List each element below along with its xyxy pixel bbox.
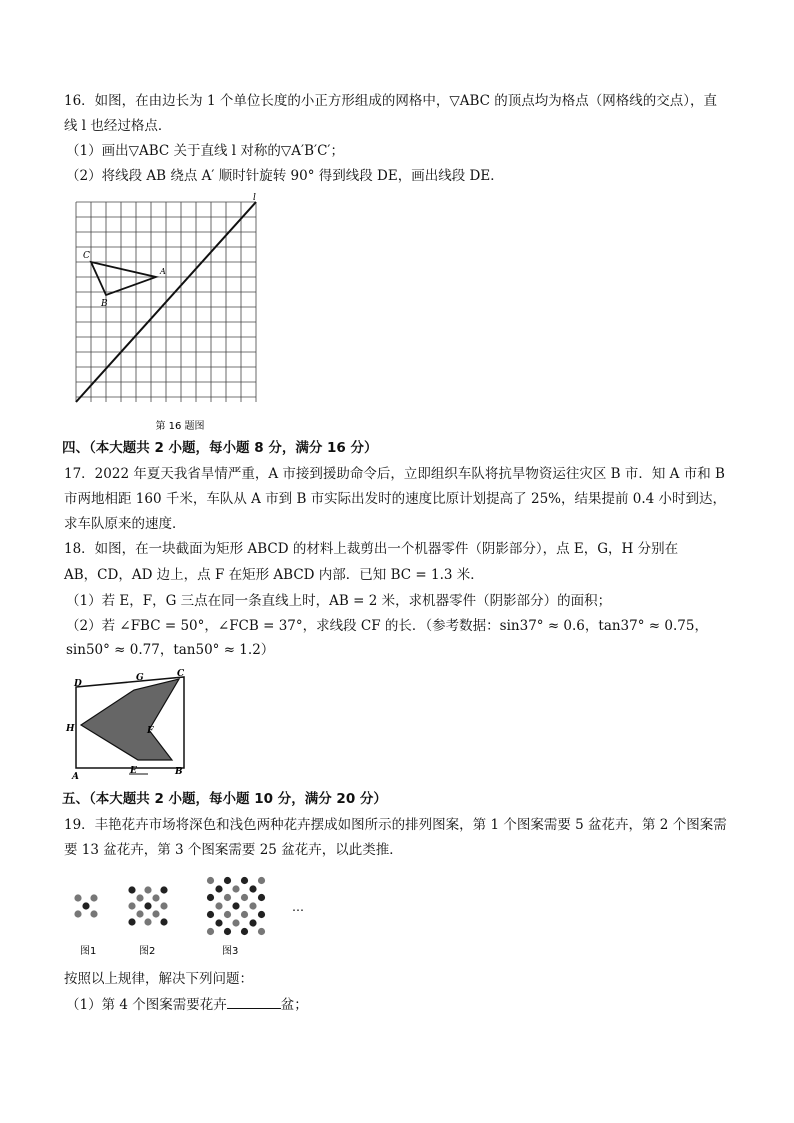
answer-blank[interactable] <box>227 994 281 1009</box>
light-flower-dot <box>215 902 222 909</box>
q19-figure <box>66 864 316 960</box>
q19-part1-suffix: 盆； <box>280 997 308 1013</box>
q16-part2: （2）将线段 AB 绕点 A′ 顺时针旋转 90° 得到线段 DE，画出线段 DE． <box>66 168 504 184</box>
grid-figure-svg <box>70 192 290 432</box>
flower-dots <box>74 877 265 935</box>
q17-line3: 求车队原来的速度． <box>64 516 186 532</box>
shaded-part <box>81 679 179 760</box>
dark-flower-dot <box>249 885 256 892</box>
light-flower-dot <box>241 911 248 918</box>
light-flower-dot <box>249 902 256 909</box>
q19-part1-prefix: （1）第 4 个图案需要花卉 <box>66 997 227 1013</box>
light-flower-dot <box>128 902 135 909</box>
pattern-ellipsis: … <box>292 900 304 914</box>
light-flower-dot <box>207 928 214 935</box>
light-flower-dot <box>144 918 151 925</box>
q16-line1: 16．如图，在由边长为 1 个单位长度的小正方形组成的网格中，▽ABC 的顶点均为格点（网格线的交点），直 <box>64 93 718 109</box>
label-e: E <box>130 766 137 776</box>
light-flower-dot <box>207 877 214 884</box>
dark-flower-dot <box>207 894 214 901</box>
label-f: F <box>147 726 154 736</box>
q19-line2: 要 13 盆花卉，第 3 个图案需要 25 盆花卉，以此类推． <box>64 842 403 858</box>
label-d: D <box>74 679 82 689</box>
light-flower-dot <box>74 910 81 917</box>
caption-fig2: 图2 <box>139 946 156 957</box>
dark-flower-dot <box>144 902 151 909</box>
light-flower-dot <box>224 911 231 918</box>
dark-flower-dot <box>128 918 135 925</box>
q18-line2: AB，CD，AD 边上，点 F 在矩形 ABCD 内部．已知 BC = 1.3 米． <box>64 567 484 583</box>
q16-part1: （1）画出▽ABC 关于直线 l 对称的▽A′B′C′； <box>66 143 344 159</box>
label-b: B <box>101 299 108 309</box>
light-flower-dot <box>241 894 248 901</box>
section4-heading: 四、（本大题共 2 小题，每小题 8 分，满分 16 分） <box>62 440 378 456</box>
dark-flower-dot <box>249 919 256 926</box>
caption-fig1: 图1 <box>80 946 97 957</box>
light-flower-dot <box>258 928 265 935</box>
triangle-abc <box>91 262 156 295</box>
light-flower-dot <box>90 910 97 917</box>
label-g: G <box>136 673 144 683</box>
rectangle-figure-svg <box>62 666 192 780</box>
label-c: C <box>83 251 90 261</box>
q17-line1: 17．2022 年夏天我省旱情严重，A 市接到援助命令后，立即组织车队将抗旱物资运往灾区 B 市．知 A 市和 B <box>64 466 725 482</box>
dark-flower-dot <box>160 918 167 925</box>
q16-line2: 线 l 也经过格点． <box>64 118 172 134</box>
label-l: l <box>253 193 256 203</box>
dark-flower-dot <box>128 886 135 893</box>
dark-flower-dot <box>258 911 265 918</box>
light-flower-dot <box>160 902 167 909</box>
light-flower-dot <box>144 886 151 893</box>
dark-flower-dot <box>207 911 214 918</box>
dark-flower-dot <box>215 885 222 892</box>
q18-part1: （1）若 E，F，G 三点在同一条直线上时，AB = 2 米，求机器零件（阴影部分）的面积； <box>66 593 612 609</box>
q17-line2: 市两地相距 160 千米，车队从 A 市到 B 市实际出发时的速度比原计划提高了 25%，结果提前 0.4 小时到达， <box>64 491 727 507</box>
dark-flower-dot <box>232 902 239 909</box>
dark-flower-dot <box>215 919 222 926</box>
light-flower-dot <box>74 894 81 901</box>
light-flower-dot <box>136 894 143 901</box>
dark-flower-dot <box>241 928 248 935</box>
light-flower-dot <box>232 885 239 892</box>
dark-flower-dot <box>224 928 231 935</box>
light-flower-dot <box>258 877 265 884</box>
light-flower-dot <box>224 894 231 901</box>
q18-part2b: sin50° ≈ 0.77，tan50° ≈ 1.2） <box>66 642 275 658</box>
light-flower-dot <box>232 919 239 926</box>
dark-flower-dot <box>160 886 167 893</box>
label-a: A <box>160 267 166 276</box>
flower-patterns-svg <box>66 864 316 960</box>
q19-part1 <box>66 994 308 1016</box>
dark-flower-dot <box>224 877 231 884</box>
dark-flower-dot <box>241 877 248 884</box>
q16-caption: 第 16 题图 <box>155 421 205 432</box>
q19-line1: 19．丰艳花卉市场将深色和浅色两种花卉摆成如图所示的排列图案，第 1 个图案需要 5 盆花卉，第 2 个图案需 <box>64 817 727 833</box>
label-b: B <box>175 767 183 777</box>
q16-figure <box>70 192 290 432</box>
light-flower-dot <box>136 910 143 917</box>
light-flower-dot <box>90 894 97 901</box>
q19-line3: 按照以上规律，解决下列问题： <box>64 971 253 987</box>
label-c: C <box>177 669 185 679</box>
q18-part2a: （2）若 ∠FBC = 50°，∠FCB = 37°，求线段 CF 的长．（参考数据：sin37° ≈ 0.6，tan37° ≈ 0.75， <box>66 618 708 634</box>
section5-heading: 五、（本大题共 2 小题，每小题 10 分，满分 20 分） <box>62 791 387 807</box>
q18-line1: 18．如图，在一块截面为矩形 ABCD 的材料上裁剪出一个机器零件（阴影部分），点 E，G，H 分别在 <box>64 541 679 557</box>
light-flower-dot <box>152 910 159 917</box>
dark-flower-dot <box>82 902 89 909</box>
label-h: H <box>66 724 75 734</box>
caption-fig3: 图3 <box>222 946 239 957</box>
q18-figure <box>62 666 192 780</box>
dark-flower-dot <box>258 894 265 901</box>
light-flower-dot <box>152 894 159 901</box>
label-a: A <box>72 772 79 780</box>
